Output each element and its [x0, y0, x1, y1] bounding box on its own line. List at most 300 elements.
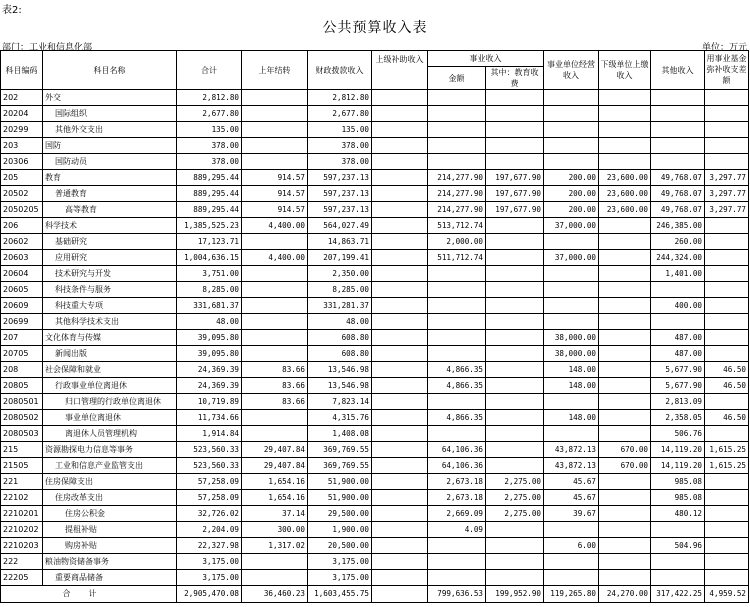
- row-name: 住房保障支出: [43, 474, 177, 490]
- row-carryover: 83.66: [242, 362, 308, 378]
- row-fund: [705, 298, 749, 314]
- row-fiscal: 369,769.55: [308, 442, 372, 458]
- row-total: 22,327.98: [177, 538, 242, 554]
- row-lower: 670.00: [599, 458, 651, 474]
- row-other: 1,401.00: [651, 266, 705, 282]
- row-carryover: 1,654.16: [242, 490, 308, 506]
- header-education-fee: 其中：教育收费: [486, 67, 544, 90]
- row-code: 2080503: [1, 426, 43, 442]
- row-carryover: [242, 90, 308, 106]
- header-business-income: 事业收入: [428, 51, 544, 67]
- row-lower: [599, 346, 651, 362]
- row-carryover: [242, 410, 308, 426]
- row-lower: [599, 490, 651, 506]
- row-other: 487.00: [651, 330, 705, 346]
- row-total: 378.00: [177, 154, 242, 170]
- row-edu: [486, 330, 544, 346]
- row-total: 48.00: [177, 314, 242, 330]
- row-amount: [428, 314, 486, 330]
- row-name: 社会保障和就业: [43, 362, 177, 378]
- row-amount: 214,277.90: [428, 170, 486, 186]
- row-name: 普通教育: [43, 186, 177, 202]
- row-upper_subsidy: [372, 570, 428, 586]
- row-operating: 148.00: [544, 410, 599, 426]
- row-fiscal: 2,812.80: [308, 90, 372, 106]
- header-code: 科目编码: [1, 51, 43, 90]
- row-carryover: [242, 138, 308, 154]
- table-row: [1, 330, 749, 346]
- row-operating: 38,000.00: [544, 330, 599, 346]
- row-amount: 64,106.36: [428, 458, 486, 474]
- row-lower: [599, 362, 651, 378]
- row-code: 20306: [1, 154, 43, 170]
- row-fiscal: 7,823.14: [308, 394, 372, 410]
- row-operating: 148.00: [544, 378, 599, 394]
- row-edu: [486, 234, 544, 250]
- row-fund: [705, 138, 749, 154]
- table-row: [1, 570, 749, 586]
- row-other: 506.76: [651, 426, 705, 442]
- row-edu: 2,275.00: [486, 490, 544, 506]
- header-name: 科目名称: [43, 51, 177, 90]
- row-edu: 197,677.90: [486, 170, 544, 186]
- row-total: 523,560.33: [177, 442, 242, 458]
- row-lower: [599, 410, 651, 426]
- row-carryover: [242, 122, 308, 138]
- row-operating: 39.67: [544, 506, 599, 522]
- row-edu: [486, 138, 544, 154]
- row-total: 889,295.44: [177, 202, 242, 218]
- row-amount: [428, 298, 486, 314]
- row-name: 其他科学技术支出: [43, 314, 177, 330]
- row-code: 21505: [1, 458, 43, 474]
- row-carryover: 29,407.84: [242, 442, 308, 458]
- row-edu: [486, 106, 544, 122]
- row-code: 2050205: [1, 202, 43, 218]
- row-other: 14,119.20: [651, 458, 705, 474]
- row-fiscal: 3,175.00: [308, 554, 372, 570]
- header-amount: 金额: [428, 67, 486, 90]
- row-upper_subsidy: [372, 314, 428, 330]
- row-edu: [486, 458, 544, 474]
- row-edu: [486, 154, 544, 170]
- row-fund: 1,615.25: [705, 442, 749, 458]
- row-fund: [705, 234, 749, 250]
- row-total: 24,369.39: [177, 378, 242, 394]
- row-total: 3,175.00: [177, 570, 242, 586]
- row-carryover: [242, 266, 308, 282]
- total-row: [1, 586, 749, 603]
- table-row: [1, 314, 749, 330]
- row-fiscal: 29,500.00: [308, 506, 372, 522]
- header-fund-offset: 用事业基金弥补收支差额: [705, 51, 749, 90]
- row-total: 17,123.71: [177, 234, 242, 250]
- row-other: [651, 570, 705, 586]
- row-name: 归口管理的行政单位离退休: [43, 394, 177, 410]
- row-amount: 2,673.18: [428, 474, 486, 490]
- row-fund: [705, 490, 749, 506]
- row-operating: [544, 426, 599, 442]
- row-name: 科学技术: [43, 218, 177, 234]
- row-fiscal: 3,175.00: [308, 570, 372, 586]
- row-code: 20603: [1, 250, 43, 266]
- row-operating: [544, 234, 599, 250]
- row-carryover: [242, 106, 308, 122]
- row-amount: [428, 106, 486, 122]
- row-other: 260.00: [651, 234, 705, 250]
- row-amount: [428, 346, 486, 362]
- row-fund: 46.50: [705, 410, 749, 426]
- row-operating: 200.00: [544, 170, 599, 186]
- row-other: 5,677.90: [651, 378, 705, 394]
- row-lower: [599, 154, 651, 170]
- unit-label: 单位：万元: [701, 43, 747, 53]
- row-operating: [544, 266, 599, 282]
- header-lower-remit: 下级单位上缴收入: [599, 51, 651, 90]
- row-fiscal: 378.00: [308, 154, 372, 170]
- row-operating: [544, 106, 599, 122]
- row-other: [651, 154, 705, 170]
- row-total: 889,295.44: [177, 186, 242, 202]
- header-other: 其他收入: [651, 51, 705, 90]
- row-name: 其他外交支出: [43, 122, 177, 138]
- row-amount: [428, 554, 486, 570]
- row-upper_subsidy: [372, 90, 428, 106]
- row-name: 重要商品储备: [43, 570, 177, 586]
- row-operating: [544, 394, 599, 410]
- table-row: [1, 298, 749, 314]
- row-amount: [428, 330, 486, 346]
- total-amount: 799,636.53: [428, 586, 486, 603]
- table-row: [1, 554, 749, 570]
- row-lower: 23,600.00: [599, 186, 651, 202]
- row-code: 207: [1, 330, 43, 346]
- row-amount: 4,866.35: [428, 362, 486, 378]
- row-carryover: 914.57: [242, 186, 308, 202]
- row-upper_subsidy: [372, 202, 428, 218]
- row-code: 206: [1, 218, 43, 234]
- table-row: [1, 282, 749, 298]
- table-row: [1, 234, 749, 250]
- row-upper_subsidy: [372, 266, 428, 282]
- row-edu: [486, 410, 544, 426]
- row-lower: [599, 234, 651, 250]
- table-row: [1, 410, 749, 426]
- row-upper_subsidy: [372, 506, 428, 522]
- row-code: 20604: [1, 266, 43, 282]
- row-name: 住房公积金: [43, 506, 177, 522]
- row-upper_subsidy: [372, 154, 428, 170]
- row-code: 20502: [1, 186, 43, 202]
- row-upper_subsidy: [372, 138, 428, 154]
- row-other: 49,768.07: [651, 186, 705, 202]
- row-code: 20805: [1, 378, 43, 394]
- row-fund: 3,297.77: [705, 186, 749, 202]
- header-upper-subsidy: 上级补助收入: [372, 51, 428, 90]
- table-row: [1, 490, 749, 506]
- row-fiscal: 2,350.00: [308, 266, 372, 282]
- row-fiscal: 597,237.13: [308, 186, 372, 202]
- row-lower: [599, 122, 651, 138]
- row-fiscal: 13,546.98: [308, 362, 372, 378]
- row-carryover: 83.66: [242, 378, 308, 394]
- row-amount: 2,000.00: [428, 234, 486, 250]
- row-carryover: 37.14: [242, 506, 308, 522]
- table-row: [1, 154, 749, 170]
- row-upper_subsidy: [372, 458, 428, 474]
- row-amount: [428, 90, 486, 106]
- row-fund: [705, 266, 749, 282]
- row-edu: [486, 298, 544, 314]
- row-fiscal: 8,285.00: [308, 282, 372, 298]
- row-amount: 2,673.18: [428, 490, 486, 506]
- row-total: 57,258.09: [177, 474, 242, 490]
- row-name: 基础研究: [43, 234, 177, 250]
- row-code: 2210203: [1, 538, 43, 554]
- row-operating: [544, 138, 599, 154]
- row-edu: 2,275.00: [486, 474, 544, 490]
- row-other: 49,768.07: [651, 170, 705, 186]
- row-edu: [486, 314, 544, 330]
- row-other: 400.00: [651, 298, 705, 314]
- page-title: 公共预算收入表: [322, 20, 428, 36]
- table-row: [1, 90, 749, 106]
- row-amount: [428, 122, 486, 138]
- row-operating: [544, 554, 599, 570]
- row-total: 57,258.09: [177, 490, 242, 506]
- row-code: 208: [1, 362, 43, 378]
- row-fund: [705, 506, 749, 522]
- department-label: 部门：工业和信息化部: [2, 43, 93, 53]
- table-caption: 表2:: [2, 5, 22, 16]
- row-edu: [486, 90, 544, 106]
- row-lower: [599, 250, 651, 266]
- row-lower: [599, 314, 651, 330]
- row-fund: 46.50: [705, 362, 749, 378]
- row-edu: [486, 538, 544, 554]
- row-name: 提租补贴: [43, 522, 177, 538]
- row-name: 国际组织: [43, 106, 177, 122]
- row-edu: [486, 218, 544, 234]
- row-other: 487.00: [651, 346, 705, 362]
- row-upper_subsidy: [372, 378, 428, 394]
- row-lower: 670.00: [599, 442, 651, 458]
- table-row: [1, 442, 749, 458]
- row-operating: [544, 122, 599, 138]
- row-code: 221: [1, 474, 43, 490]
- row-carryover: [242, 330, 308, 346]
- row-code: 215: [1, 442, 43, 458]
- row-total: 3,751.00: [177, 266, 242, 282]
- row-amount: [428, 138, 486, 154]
- row-name: 外交: [43, 90, 177, 106]
- row-name: 事业单位离退休: [43, 410, 177, 426]
- row-amount: [428, 538, 486, 554]
- row-fiscal: 369,769.55: [308, 458, 372, 474]
- row-lower: 23,600.00: [599, 170, 651, 186]
- row-name: 粮油物资储备事务: [43, 554, 177, 570]
- header-total: 合计: [177, 51, 242, 90]
- row-code: 205: [1, 170, 43, 186]
- row-name: 离退休人员管理机构: [43, 426, 177, 442]
- row-edu: [486, 266, 544, 282]
- row-upper_subsidy: [372, 186, 428, 202]
- row-amount: 2,669.09: [428, 506, 486, 522]
- row-lower: [599, 506, 651, 522]
- row-other: [651, 138, 705, 154]
- row-operating: [544, 522, 599, 538]
- row-operating: [544, 90, 599, 106]
- row-amount: [428, 426, 486, 442]
- table-row: [1, 362, 749, 378]
- row-carryover: [242, 298, 308, 314]
- row-operating: 37,000.00: [544, 250, 599, 266]
- row-code: 20204: [1, 106, 43, 122]
- row-fund: [705, 330, 749, 346]
- row-edu: [486, 570, 544, 586]
- row-name: 购房补贴: [43, 538, 177, 554]
- row-code: 202: [1, 90, 43, 106]
- row-total: 10,719.89: [177, 394, 242, 410]
- table-row: [1, 378, 749, 394]
- row-lower: [599, 570, 651, 586]
- row-fund: 46.50: [705, 378, 749, 394]
- row-fund: [705, 218, 749, 234]
- row-name: 资源勘探电力信息等事务: [43, 442, 177, 458]
- table-row: [1, 522, 749, 538]
- total-upper-subsidy: [372, 586, 428, 603]
- row-fiscal: 51,900.00: [308, 474, 372, 490]
- row-other: 5,677.90: [651, 362, 705, 378]
- row-fund: [705, 426, 749, 442]
- row-fund: [705, 570, 749, 586]
- row-name: 应用研究: [43, 250, 177, 266]
- row-carryover: 914.57: [242, 202, 308, 218]
- table-row: [1, 138, 749, 154]
- total-total: 2,905,470.08: [177, 586, 242, 603]
- row-code: 20299: [1, 122, 43, 138]
- row-lower: [599, 266, 651, 282]
- row-name: 工业和信息产业监管支出: [43, 458, 177, 474]
- row-edu: [486, 362, 544, 378]
- row-operating: 200.00: [544, 186, 599, 202]
- row-amount: 214,277.90: [428, 202, 486, 218]
- table-row: [1, 218, 749, 234]
- row-other: [651, 90, 705, 106]
- row-lower: [599, 378, 651, 394]
- row-code: 22205: [1, 570, 43, 586]
- row-fiscal: 14,863.71: [308, 234, 372, 250]
- row-upper_subsidy: [372, 106, 428, 122]
- row-other: 2,358.05: [651, 410, 705, 426]
- row-upper_subsidy: [372, 330, 428, 346]
- row-carryover: 1,317.02: [242, 538, 308, 554]
- row-total: 39,095.80: [177, 330, 242, 346]
- row-total: 1,914.84: [177, 426, 242, 442]
- header-fiscal: 财政拨款收入: [308, 51, 372, 90]
- row-total: 2,812.80: [177, 90, 242, 106]
- row-carryover: [242, 282, 308, 298]
- row-other: 2,813.09: [651, 394, 705, 410]
- row-carryover: [242, 426, 308, 442]
- row-name: 高等教育: [43, 202, 177, 218]
- row-fiscal: 608.80: [308, 346, 372, 362]
- row-fiscal: 331,281.37: [308, 298, 372, 314]
- row-operating: [544, 314, 599, 330]
- row-fiscal: 597,237.13: [308, 170, 372, 186]
- row-amount: 513,712.74: [428, 218, 486, 234]
- row-other: 49,768.07: [651, 202, 705, 218]
- row-upper_subsidy: [372, 490, 428, 506]
- table-row: [1, 202, 749, 218]
- row-other: [651, 522, 705, 538]
- row-edu: [486, 554, 544, 570]
- row-code: 2080502: [1, 410, 43, 426]
- row-carryover: [242, 346, 308, 362]
- total-lower: 24,270.00: [599, 586, 651, 603]
- row-total: 8,285.00: [177, 282, 242, 298]
- table-row: [1, 122, 749, 138]
- row-amount: [428, 266, 486, 282]
- row-code: 2210201: [1, 506, 43, 522]
- row-fiscal: 207,199.41: [308, 250, 372, 266]
- row-other: [651, 282, 705, 298]
- header-operating: 事业单位经营收入: [544, 51, 599, 90]
- row-fund: [705, 250, 749, 266]
- row-upper_subsidy: [372, 170, 428, 186]
- row-upper_subsidy: [372, 250, 428, 266]
- row-upper_subsidy: [372, 122, 428, 138]
- row-operating: 43,872.13: [544, 442, 599, 458]
- row-carryover: 1,654.16: [242, 474, 308, 490]
- row-lower: 23,600.00: [599, 202, 651, 218]
- row-other: [651, 554, 705, 570]
- total-other: 317,422.25: [651, 586, 705, 603]
- row-operating: 43,872.13: [544, 458, 599, 474]
- row-edu: [486, 346, 544, 362]
- row-carryover: 29,407.84: [242, 458, 308, 474]
- table-row: [1, 346, 749, 362]
- row-carryover: [242, 314, 308, 330]
- row-upper_subsidy: [372, 346, 428, 362]
- row-fund: [705, 522, 749, 538]
- row-lower: [599, 538, 651, 554]
- row-amount: [428, 570, 486, 586]
- row-name: 国防动员: [43, 154, 177, 170]
- row-code: 203: [1, 138, 43, 154]
- row-operating: [544, 154, 599, 170]
- row-edu: [486, 394, 544, 410]
- row-code: 222: [1, 554, 43, 570]
- table-row: [1, 266, 749, 282]
- header-carryover: 上年结转: [242, 51, 308, 90]
- row-upper_subsidy: [372, 218, 428, 234]
- row-fund: [705, 90, 749, 106]
- total-operating: 119,265.80: [544, 586, 599, 603]
- table-row: [1, 538, 749, 554]
- row-lower: [599, 522, 651, 538]
- row-code: 20605: [1, 282, 43, 298]
- row-edu: 197,677.90: [486, 202, 544, 218]
- row-total: 1,004,636.15: [177, 250, 242, 266]
- row-code: 20609: [1, 298, 43, 314]
- table-row: [1, 458, 749, 474]
- row-upper_subsidy: [372, 442, 428, 458]
- row-name: 技术研究与开发: [43, 266, 177, 282]
- row-carryover: [242, 554, 308, 570]
- row-lower: [599, 138, 651, 154]
- row-name: 国防: [43, 138, 177, 154]
